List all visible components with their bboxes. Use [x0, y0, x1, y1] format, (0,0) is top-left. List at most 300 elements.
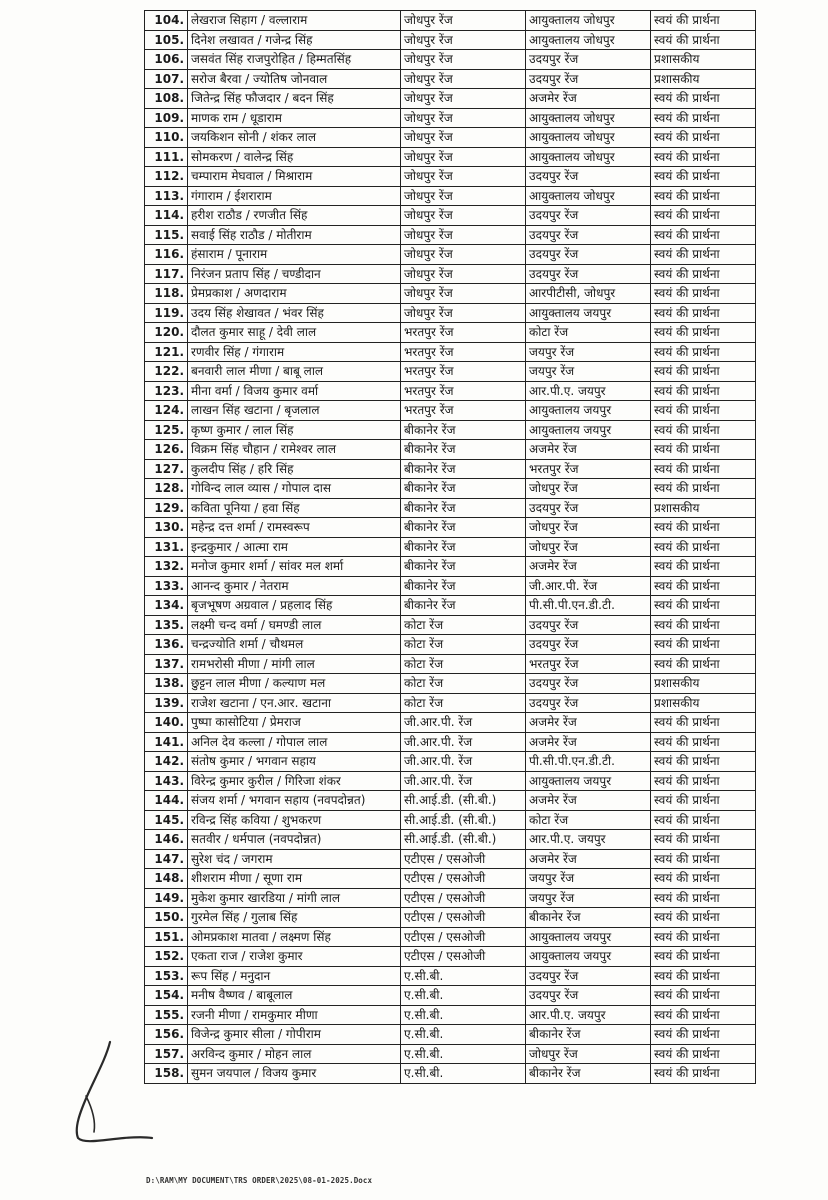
- transfer-table: [144, 10, 756, 1084]
- table-row: [145, 849, 756, 869]
- row-number: 133.: [145, 576, 188, 596]
- transfer-reason: स्वयं की प्रार्थना: [651, 1064, 756, 1084]
- from-unit: बीकानेर रेंज: [401, 576, 526, 596]
- table-row: [145, 576, 756, 596]
- employee-name: बनवारी लाल मीणा / बाबू लाल: [188, 362, 401, 382]
- transfer-reason: स्वयं की प्रार्थना: [651, 888, 756, 908]
- employee-name: विक्रम सिंह चौहान / रामेश्वर लाल: [188, 440, 401, 460]
- employee-name: मनीष वैष्णव / बाबूलाल: [188, 986, 401, 1006]
- table-row: [145, 927, 756, 947]
- from-unit: बीकानेर रेंज: [401, 479, 526, 499]
- to-unit: आर.पी.ए. जयपुर: [526, 1005, 651, 1025]
- row-number: 153.: [145, 966, 188, 986]
- to-unit: जयपुर रेंज: [526, 342, 651, 362]
- from-unit: जोधपुर रेंज: [401, 50, 526, 70]
- row-number: 139.: [145, 693, 188, 713]
- row-number: 111.: [145, 147, 188, 167]
- employee-name: विजेन्द्र कुमार सीला / गोपीराम: [188, 1025, 401, 1045]
- table-row: [145, 498, 756, 518]
- table-row: [145, 693, 756, 713]
- from-unit: भरतपुर रेंज: [401, 381, 526, 401]
- employee-name: प्रेमप्रकाश / अणदाराम: [188, 284, 401, 304]
- employee-name: जितेन्द्र सिंह फौजदार / बदन सिंह: [188, 89, 401, 109]
- table-row: [145, 810, 756, 830]
- transfer-reason: स्वयं की प्रार्थना: [651, 927, 756, 947]
- transfer-reason: स्वयं की प्रार्थना: [651, 947, 756, 967]
- table-row: [145, 323, 756, 343]
- employee-name: लाखन सिंह खटाना / बृजलाल: [188, 401, 401, 421]
- from-unit: ए.सी.बी.: [401, 1044, 526, 1064]
- table-row: [145, 1044, 756, 1064]
- table-row: [145, 830, 756, 850]
- from-unit: जोधपुर रेंज: [401, 167, 526, 187]
- row-number: 136.: [145, 635, 188, 655]
- to-unit: आयुक्तालय जोधपुर: [526, 147, 651, 167]
- table-row: [145, 596, 756, 616]
- table-row: [145, 147, 756, 167]
- row-number: 141.: [145, 732, 188, 752]
- to-unit: जयपुर रेंज: [526, 869, 651, 889]
- employee-name: गंगाराम / ईशराराम: [188, 186, 401, 206]
- from-unit: जी.आर.पी. रेंज: [401, 771, 526, 791]
- from-unit: जोधपुर रेंज: [401, 30, 526, 50]
- table-row: [145, 947, 756, 967]
- transfer-reason: स्वयं की प्रार्थना: [651, 245, 756, 265]
- row-number: 118.: [145, 284, 188, 304]
- row-number: 156.: [145, 1025, 188, 1045]
- transfer-reason: स्वयं की प्रार्थना: [651, 147, 756, 167]
- employee-name: दिनेश लखावत / गजेन्द्र सिंह: [188, 30, 401, 50]
- row-number: 114.: [145, 206, 188, 226]
- to-unit: आयुक्तालय जयपुर: [526, 927, 651, 947]
- from-unit: एटीएस / एसओजी: [401, 888, 526, 908]
- to-unit: कोटा रेंज: [526, 810, 651, 830]
- employee-name: बृजभूषण अग्रवाल / प्रहलाद सिंह: [188, 596, 401, 616]
- table-row: [145, 771, 756, 791]
- table-row: [145, 674, 756, 694]
- transfer-reason: स्वयं की प्रार्थना: [651, 108, 756, 128]
- transfer-reason: स्वयं की प्रार्थना: [651, 264, 756, 284]
- from-unit: भरतपुर रेंज: [401, 323, 526, 343]
- table-row: [145, 186, 756, 206]
- employee-name: चम्पाराम मेघवाल / मिश्राराम: [188, 167, 401, 187]
- to-unit: आयुक्तालय जयपुर: [526, 303, 651, 323]
- to-unit: उदयपुर रेंज: [526, 635, 651, 655]
- transfer-reason: प्रशासकीय: [651, 498, 756, 518]
- employee-name: रविन्द्र सिंह कविया / शुभकरण: [188, 810, 401, 830]
- to-unit: आयुक्तालय जयपुर: [526, 947, 651, 967]
- from-unit: सी.आई.डी. (सी.बी.): [401, 830, 526, 850]
- employee-name: कुलदीप सिंह / हरि सिंह: [188, 459, 401, 479]
- from-unit: जी.आर.पी. रेंज: [401, 713, 526, 733]
- from-unit: जोधपुर रेंज: [401, 186, 526, 206]
- table-row: [145, 1025, 756, 1045]
- to-unit: कोटा रेंज: [526, 323, 651, 343]
- row-number: 158.: [145, 1064, 188, 1084]
- employee-name: महेन्द्र दत्त शर्मा / रामस्वरूप: [188, 518, 401, 538]
- to-unit: आयुक्तालय जोधपुर: [526, 186, 651, 206]
- table-row: [145, 908, 756, 928]
- to-unit: आयुक्तालय जयपुर: [526, 401, 651, 421]
- transfer-reason: स्वयं की प्रार्थना: [651, 440, 756, 460]
- employee-name: शीशराम मीणा / सूणा राम: [188, 869, 401, 889]
- row-number: 132.: [145, 557, 188, 577]
- employee-name: कृष्ण कुमार / लाल सिंह: [188, 420, 401, 440]
- from-unit: कोटा रेंज: [401, 674, 526, 694]
- employee-name: सुमन जयपाल / विजय कुमार: [188, 1064, 401, 1084]
- table-row: [145, 966, 756, 986]
- from-unit: जोधपुर रेंज: [401, 206, 526, 226]
- to-unit: उदयपुर रेंज: [526, 50, 651, 70]
- from-unit: एटीएस / एसओजी: [401, 908, 526, 928]
- row-number: 155.: [145, 1005, 188, 1025]
- transfer-reason: स्वयं की प्रार्थना: [651, 908, 756, 928]
- table-row: [145, 167, 756, 187]
- transfer-reason: स्वयं की प्रार्थना: [651, 849, 756, 869]
- employee-name: हरीश राठौड / रणजीत सिंह: [188, 206, 401, 226]
- row-number: 104.: [145, 11, 188, 31]
- row-number: 121.: [145, 342, 188, 362]
- transfer-reason: स्वयं की प्रार्थना: [651, 381, 756, 401]
- footer-file-path: D:\RAM\MY DOCUMENT\TRS ORDER\2025\08-01-2025.Docx: [146, 1176, 373, 1185]
- to-unit: जोधपुर रेंज: [526, 537, 651, 557]
- from-unit: जी.आर.पी. रेंज: [401, 752, 526, 772]
- to-unit: जयपुर रेंज: [526, 888, 651, 908]
- to-unit: जोधपुर रेंज: [526, 518, 651, 538]
- to-unit: आरपीटीसी, जोधपुर: [526, 284, 651, 304]
- row-number: 116.: [145, 245, 188, 265]
- from-unit: बीकानेर रेंज: [401, 440, 526, 460]
- row-number: 143.: [145, 771, 188, 791]
- table-row: [145, 362, 756, 382]
- table-row: [145, 342, 756, 362]
- row-number: 113.: [145, 186, 188, 206]
- to-unit: जी.आर.पी. रेंज: [526, 576, 651, 596]
- employee-name: अरविन्द कुमार / मोहन लाल: [188, 1044, 401, 1064]
- table-row: [145, 888, 756, 908]
- row-number: 106.: [145, 50, 188, 70]
- to-unit: आयुक्तालय जयपुर: [526, 420, 651, 440]
- from-unit: बीकानेर रेंज: [401, 420, 526, 440]
- employee-name: संजय शर्मा / भगवान सहाय (नवपदोन्नत): [188, 791, 401, 811]
- from-unit: कोटा रेंज: [401, 654, 526, 674]
- from-unit: बीकानेर रेंज: [401, 459, 526, 479]
- to-unit: अजमेर रेंज: [526, 440, 651, 460]
- row-number: 137.: [145, 654, 188, 674]
- from-unit: सी.आई.डी. (सी.बी.): [401, 810, 526, 830]
- table-row: [145, 1005, 756, 1025]
- transfer-reason: स्वयं की प्रार्थना: [651, 1005, 756, 1025]
- row-number: 123.: [145, 381, 188, 401]
- table-row: [145, 11, 756, 31]
- row-number: 110.: [145, 128, 188, 148]
- employee-name: जयकिशन सोनी / शंकर लाल: [188, 128, 401, 148]
- transfer-reason: स्वयं की प्रार्थना: [651, 225, 756, 245]
- transfer-reason: स्वयं की प्रार्थना: [651, 303, 756, 323]
- transfer-reason: स्वयं की प्रार्थना: [651, 459, 756, 479]
- table-row: [145, 381, 756, 401]
- from-unit: जोधपुर रेंज: [401, 89, 526, 109]
- table-row: [145, 420, 756, 440]
- table-row: [145, 869, 756, 889]
- row-number: 127.: [145, 459, 188, 479]
- transfer-reason: स्वयं की प्रार्थना: [651, 771, 756, 791]
- transfer-reason: प्रशासकीय: [651, 693, 756, 713]
- from-unit: ए.सी.बी.: [401, 986, 526, 1006]
- row-number: 146.: [145, 830, 188, 850]
- from-unit: ए.सी.बी.: [401, 1025, 526, 1045]
- table-row: [145, 986, 756, 1006]
- from-unit: ए.सी.बी.: [401, 966, 526, 986]
- to-unit: बीकानेर रेंज: [526, 1064, 651, 1084]
- employee-name: लेखराज सिहाग / वल्लाराम: [188, 11, 401, 31]
- transfer-reason: स्वयं की प्रार्थना: [651, 1044, 756, 1064]
- table-row: [145, 108, 756, 128]
- row-number: 134.: [145, 596, 188, 616]
- row-number: 145.: [145, 810, 188, 830]
- employee-name: माणक राम / धूडाराम: [188, 108, 401, 128]
- employee-name: गोविन्द लाल व्यास / गोपाल दास: [188, 479, 401, 499]
- employee-name: पुष्पा कासोटिया / प्रेमराज: [188, 713, 401, 733]
- row-number: 142.: [145, 752, 188, 772]
- row-number: 152.: [145, 947, 188, 967]
- table-row: [145, 225, 756, 245]
- transfer-reason: स्वयं की प्रार्थना: [651, 830, 756, 850]
- to-unit: आयुक्तालय जोधपुर: [526, 11, 651, 31]
- from-unit: भरतपुर रेंज: [401, 401, 526, 421]
- table-row: [145, 440, 756, 460]
- transfer-reason: स्वयं की प्रार्थना: [651, 791, 756, 811]
- table-row: [145, 518, 756, 538]
- employee-name: विरेन्द्र कुमार कुरील / गिरिजा शंकर: [188, 771, 401, 791]
- to-unit: उदयपुर रेंज: [526, 693, 651, 713]
- table-row: [145, 732, 756, 752]
- to-unit: उदयपुर रेंज: [526, 986, 651, 1006]
- to-unit: उदयपुर रेंज: [526, 615, 651, 635]
- employee-name: सतवीर / धर्मपाल (नवपदोन्नत): [188, 830, 401, 850]
- from-unit: बीकानेर रेंज: [401, 498, 526, 518]
- from-unit: बीकानेर रेंज: [401, 557, 526, 577]
- row-number: 124.: [145, 401, 188, 421]
- from-unit: जोधपुर रेंज: [401, 284, 526, 304]
- to-unit: आयुक्तालय जोधपुर: [526, 128, 651, 148]
- employee-name: रामभरोसी मीणा / मांगी लाल: [188, 654, 401, 674]
- from-unit: एटीएस / एसओजी: [401, 869, 526, 889]
- to-unit: उदयपुर रेंज: [526, 245, 651, 265]
- employee-name: जसवंत सिंह राजपुरोहित / हिम्मतसिंह: [188, 50, 401, 70]
- employee-name: सुरेश चंद / जगराम: [188, 849, 401, 869]
- employee-name: राजेश खटाना / एन.आर. खटाना: [188, 693, 401, 713]
- to-unit: अजमेर रेंज: [526, 732, 651, 752]
- employee-name: ओमप्रकाश मातवा / लक्ष्मण सिंह: [188, 927, 401, 947]
- from-unit: जोधपुर रेंज: [401, 69, 526, 89]
- from-unit: एटीएस / एसओजी: [401, 849, 526, 869]
- row-number: 105.: [145, 30, 188, 50]
- to-unit: आर.पी.ए. जयपुर: [526, 381, 651, 401]
- table-row: [145, 654, 756, 674]
- to-unit: उदयपुर रेंज: [526, 167, 651, 187]
- row-number: 148.: [145, 869, 188, 889]
- employee-name: संतोष कुमार / भगवान सहाय: [188, 752, 401, 772]
- table-row: [145, 264, 756, 284]
- table-row: [145, 1064, 756, 1084]
- employee-name: मनोज कुमार शर्मा / सांवर मल शर्मा: [188, 557, 401, 577]
- transfer-reason: स्वयं की प्रार्थना: [651, 479, 756, 499]
- row-number: 150.: [145, 908, 188, 928]
- employee-name: दौलत कुमार साहू / देवी लाल: [188, 323, 401, 343]
- from-unit: एटीएस / एसओजी: [401, 947, 526, 967]
- employee-name: निरंजन प्रताप सिंह / चण्डीदान: [188, 264, 401, 284]
- transfer-reason: स्वयं की प्रार्थना: [651, 966, 756, 986]
- transfer-reason: स्वयं की प्रार्थना: [651, 30, 756, 50]
- row-number: 109.: [145, 108, 188, 128]
- to-unit: आयुक्तालय जोधपुर: [526, 108, 651, 128]
- row-number: 119.: [145, 303, 188, 323]
- from-unit: बीकानेर रेंज: [401, 596, 526, 616]
- employee-name: अनिल देव कल्ला / गोपाल लाल: [188, 732, 401, 752]
- transfer-reason: स्वयं की प्रार्थना: [651, 362, 756, 382]
- row-number: 154.: [145, 986, 188, 1006]
- to-unit: उदयपुर रेंज: [526, 674, 651, 694]
- to-unit: पी.सी.पी.एन.डी.टी.: [526, 596, 651, 616]
- row-number: 131.: [145, 537, 188, 557]
- employee-name: मीना वर्मा / विजय कुमार वर्मा: [188, 381, 401, 401]
- transfer-reason: स्वयं की प्रार्थना: [651, 557, 756, 577]
- table-row: [145, 791, 756, 811]
- from-unit: जी.आर.पी. रेंज: [401, 732, 526, 752]
- signature-icon: [66, 1036, 166, 1148]
- transfer-reason: स्वयं की प्रार्थना: [651, 654, 756, 674]
- employee-name: रजनी मीणा / रामकुमार मीणा: [188, 1005, 401, 1025]
- table-row: [145, 479, 756, 499]
- from-unit: सी.आई.डी. (सी.बी.): [401, 791, 526, 811]
- from-unit: ए.सी.बी.: [401, 1005, 526, 1025]
- from-unit: कोटा रेंज: [401, 615, 526, 635]
- from-unit: जोधपुर रेंज: [401, 225, 526, 245]
- transfer-reason: स्वयं की प्रार्थना: [651, 635, 756, 655]
- to-unit: आयुक्तालय जोधपुर: [526, 30, 651, 50]
- transfer-reason: स्वयं की प्रार्थना: [651, 576, 756, 596]
- transfer-reason: स्वयं की प्रार्थना: [651, 401, 756, 421]
- transfer-reason: स्वयं की प्रार्थना: [651, 1025, 756, 1045]
- table-row: [145, 89, 756, 109]
- row-number: 112.: [145, 167, 188, 187]
- table-row: [145, 713, 756, 733]
- from-unit: जोधपुर रेंज: [401, 11, 526, 31]
- employee-name: सवाई सिंह राठौड / मोतीराम: [188, 225, 401, 245]
- transfer-reason: स्वयं की प्रार्थना: [651, 752, 756, 772]
- table-row: [145, 284, 756, 304]
- from-unit: बीकानेर रेंज: [401, 537, 526, 557]
- transfer-reason: स्वयं की प्रार्थना: [651, 167, 756, 187]
- transfer-reason: स्वयं की प्रार्थना: [651, 420, 756, 440]
- to-unit: भरतपुर रेंज: [526, 654, 651, 674]
- to-unit: अजमेर रेंज: [526, 89, 651, 109]
- row-number: 151.: [145, 927, 188, 947]
- from-unit: जोधपुर रेंज: [401, 245, 526, 265]
- transfer-reason: स्वयं की प्रार्थना: [651, 596, 756, 616]
- transfer-reason: स्वयं की प्रार्थना: [651, 518, 756, 538]
- employee-name: रूप सिंह / मनुदान: [188, 966, 401, 986]
- row-number: 138.: [145, 674, 188, 694]
- table-row: [145, 30, 756, 50]
- to-unit: अजमेर रेंज: [526, 557, 651, 577]
- transfer-reason: स्वयं की प्रार्थना: [651, 89, 756, 109]
- row-number: 126.: [145, 440, 188, 460]
- transfer-reason: स्वयं की प्रार्थना: [651, 986, 756, 1006]
- row-number: 115.: [145, 225, 188, 245]
- from-unit: जोधपुर रेंज: [401, 108, 526, 128]
- to-unit: उदयपुर रेंज: [526, 225, 651, 245]
- employee-name: कविता पूनिया / हवा सिंह: [188, 498, 401, 518]
- to-unit: आर.पी.ए. जयपुर: [526, 830, 651, 850]
- to-unit: जयपुर रेंज: [526, 362, 651, 382]
- transfer-reason: स्वयं की प्रार्थना: [651, 128, 756, 148]
- transfer-table-body: [145, 11, 756, 1084]
- row-number: 125.: [145, 420, 188, 440]
- employee-name: चन्द्रज्योति शर्मा / चौथमल: [188, 635, 401, 655]
- transfer-reason: स्वयं की प्रार्थना: [651, 323, 756, 343]
- to-unit: अजमेर रेंज: [526, 713, 651, 733]
- table-row: [145, 303, 756, 323]
- employee-name: एकता राज / राजेश कुमार: [188, 947, 401, 967]
- transfer-reason: प्रशासकीय: [651, 50, 756, 70]
- employee-name: सोमकरण / वालेन्द्र सिंह: [188, 147, 401, 167]
- from-unit: कोटा रेंज: [401, 693, 526, 713]
- table-row: [145, 459, 756, 479]
- transfer-reason: स्वयं की प्रार्थना: [651, 615, 756, 635]
- transfer-reason: स्वयं की प्रार्थना: [651, 186, 756, 206]
- row-number: 144.: [145, 791, 188, 811]
- table-row: [145, 615, 756, 635]
- employee-name: सरोज बैरवा / ज्योतिष जोनवाल: [188, 69, 401, 89]
- table-row: [145, 206, 756, 226]
- transfer-reason: स्वयं की प्रार्थना: [651, 713, 756, 733]
- to-unit: भरतपुर रेंज: [526, 459, 651, 479]
- transfer-reason: स्वयं की प्रार्थना: [651, 810, 756, 830]
- row-number: 129.: [145, 498, 188, 518]
- table-row: [145, 50, 756, 70]
- table-row: [145, 401, 756, 421]
- employee-name: आनन्द कुमार / नेतराम: [188, 576, 401, 596]
- transfer-reason: स्वयं की प्रार्थना: [651, 11, 756, 31]
- transfer-reason: स्वयं की प्रार्थना: [651, 206, 756, 226]
- to-unit: उदयपुर रेंज: [526, 966, 651, 986]
- employee-name: लक्ष्मी चन्द वर्मा / घमण्डी लाल: [188, 615, 401, 635]
- transfer-reason: स्वयं की प्रार्थना: [651, 342, 756, 362]
- table-row: [145, 635, 756, 655]
- to-unit: आयुक्तालय जयपुर: [526, 771, 651, 791]
- row-number: 117.: [145, 264, 188, 284]
- employee-name: इन्द्रकुमार / आत्मा राम: [188, 537, 401, 557]
- to-unit: अजमेर रेंज: [526, 791, 651, 811]
- to-unit: उदयपुर रेंज: [526, 69, 651, 89]
- from-unit: जोधपुर रेंज: [401, 128, 526, 148]
- row-number: 130.: [145, 518, 188, 538]
- from-unit: भरतपुर रेंज: [401, 342, 526, 362]
- from-unit: जोधपुर रेंज: [401, 264, 526, 284]
- from-unit: एटीएस / एसओजी: [401, 927, 526, 947]
- employee-name: रणवीर सिंह / गंगाराम: [188, 342, 401, 362]
- row-number: 147.: [145, 849, 188, 869]
- to-unit: उदयपुर रेंज: [526, 206, 651, 226]
- transfer-reason: प्रशासकीय: [651, 674, 756, 694]
- transfer-reason: स्वयं की प्रार्थना: [651, 732, 756, 752]
- row-number: 157.: [145, 1044, 188, 1064]
- to-unit: अजमेर रेंज: [526, 849, 651, 869]
- row-number: 108.: [145, 89, 188, 109]
- table-row: [145, 537, 756, 557]
